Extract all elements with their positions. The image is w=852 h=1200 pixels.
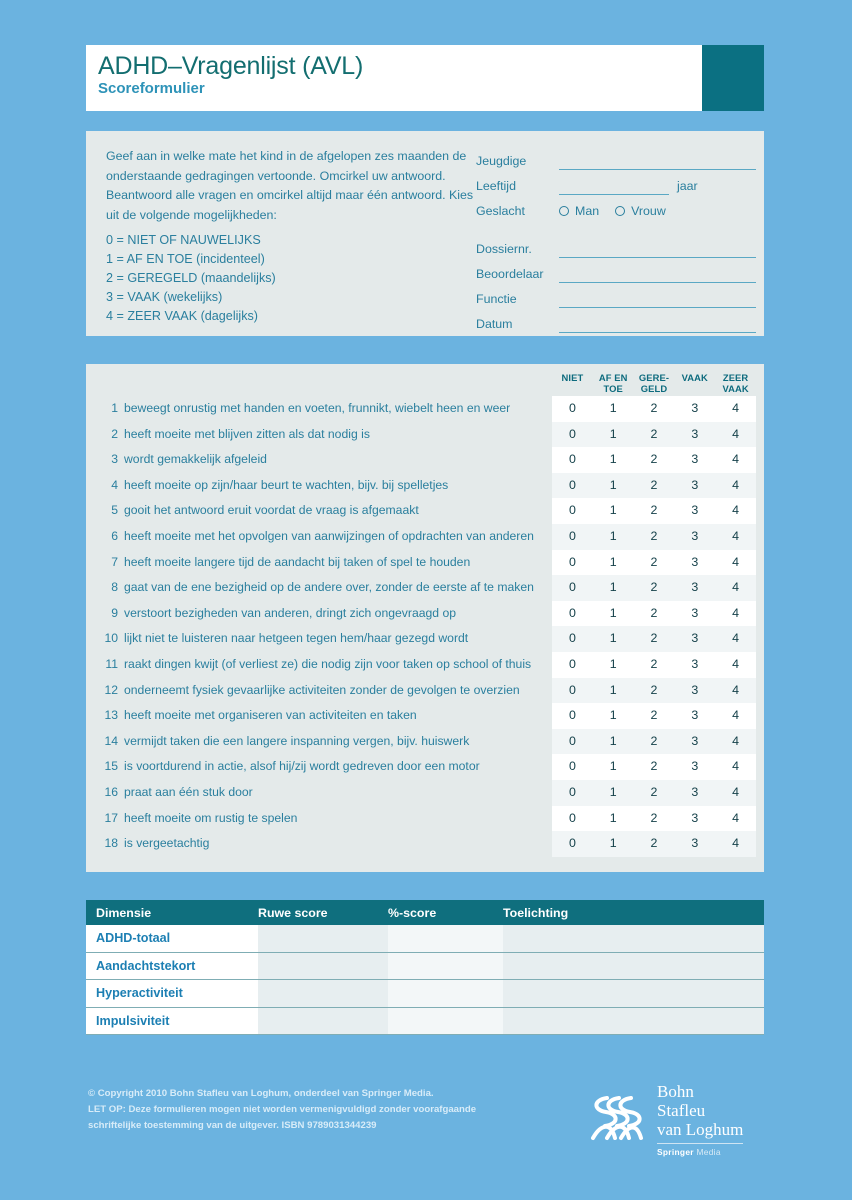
score-table-row xyxy=(86,1008,764,1036)
item-response-options xyxy=(552,478,756,492)
score-ruwe-cell[interactable] xyxy=(258,953,388,980)
item-number: 4 xyxy=(111,477,118,492)
response-option-1[interactable]: 1 xyxy=(609,580,617,595)
response-option-1[interactable]: 1 xyxy=(609,631,617,646)
score-toelichting-cell[interactable] xyxy=(503,1008,764,1035)
item-row xyxy=(86,831,764,857)
item-number: 11 xyxy=(105,657,118,671)
field-dossiernr-input[interactable] xyxy=(559,242,756,258)
response-option-3[interactable]: 3 xyxy=(691,785,699,799)
item-text: beweegt onrustig met handen en voeten, frunnikt, wiebelt heen en weer xyxy=(124,401,511,415)
field-leeftijd-unit: jaar xyxy=(677,179,698,193)
response-option-0[interactable]: 0 xyxy=(568,605,576,620)
response-option-2[interactable]: 2 xyxy=(650,657,658,671)
response-option-0[interactable]: 0 xyxy=(568,733,576,748)
response-option-1[interactable]: 1 xyxy=(609,810,617,825)
response-option-0[interactable]: 0 xyxy=(568,631,576,646)
score-dimension-label: Hyperactiviteit xyxy=(86,980,258,1007)
response-option-0[interactable]: 0 xyxy=(568,580,576,595)
score-toelichting-cell[interactable] xyxy=(503,925,764,952)
field-jeugdige-label: Jeugdige xyxy=(476,154,527,168)
item-row xyxy=(86,626,764,652)
score-percent-cell[interactable] xyxy=(388,980,503,1007)
response-option-2[interactable]: 2 xyxy=(650,631,658,646)
response-option-2[interactable]: 2 xyxy=(650,759,658,774)
page-title: ADHD–Vragenlijst (AVL) xyxy=(98,52,364,80)
response-option-0[interactable]: 0 xyxy=(568,529,576,543)
score-percent-cell[interactable] xyxy=(388,925,503,952)
response-option-4[interactable]: 4 xyxy=(732,529,740,543)
item-number: 9 xyxy=(111,605,118,620)
column-header-zeer-vaak: ZEER VAAK xyxy=(722,372,749,394)
item-response-options xyxy=(552,785,756,799)
score-ruwe-cell[interactable] xyxy=(258,925,388,952)
publisher-wordmark xyxy=(647,1082,743,1157)
field-functie-input[interactable] xyxy=(559,292,756,308)
response-option-2[interactable]: 2 xyxy=(650,401,658,415)
score-table-row xyxy=(86,980,764,1008)
item-row xyxy=(86,498,764,524)
response-option-4[interactable]: 4 xyxy=(732,426,740,441)
score-dimension-label: ADHD-totaal xyxy=(86,925,258,952)
item-number: 17 xyxy=(104,810,118,825)
copyright-notice xyxy=(88,1086,508,1134)
item-number: 6 xyxy=(111,529,118,543)
item-response-options xyxy=(552,401,756,415)
item-text: heeft moeite langere tijd de aandacht bij taken of spel te houden xyxy=(124,554,471,569)
response-option-0[interactable]: 0 xyxy=(568,785,576,799)
response-option-3[interactable]: 3 xyxy=(691,682,699,697)
response-option-3[interactable]: 3 xyxy=(691,452,699,467)
score-ruwe-cell[interactable] xyxy=(258,1008,388,1035)
item-number: 1 xyxy=(111,401,118,415)
response-option-3[interactable]: 3 xyxy=(691,657,699,671)
field-datum-label: Datum xyxy=(476,317,513,331)
item-row xyxy=(86,575,764,601)
response-option-2[interactable]: 2 xyxy=(650,529,658,543)
score-header-toelichting: Toelichting xyxy=(503,905,569,920)
response-option-1[interactable]: 1 xyxy=(609,785,617,799)
item-row xyxy=(86,678,764,704)
response-option-3[interactable]: 3 xyxy=(691,836,699,851)
header-accent-block xyxy=(702,45,764,111)
column-header-vaak: VAAK xyxy=(681,372,708,383)
scale-option-2: 2 = GEREGELD (maandelijks) xyxy=(106,271,276,285)
response-option-3[interactable]: 3 xyxy=(691,401,699,415)
response-option-0[interactable]: 0 xyxy=(568,426,576,441)
response-option-3[interactable]: 3 xyxy=(691,529,699,543)
item-number: 3 xyxy=(111,452,118,467)
score-header-dimensie: Dimensie xyxy=(96,905,152,920)
field-leeftijd xyxy=(476,170,756,195)
item-response-options xyxy=(552,811,756,825)
radio-option-man[interactable] xyxy=(559,204,599,218)
item-row xyxy=(86,473,764,499)
radio-option-vrouw[interactable] xyxy=(615,204,666,218)
item-response-options xyxy=(552,657,756,671)
logo-divider xyxy=(657,1143,743,1144)
response-option-2[interactable]: 2 xyxy=(650,452,658,467)
item-response-options xyxy=(552,452,756,466)
response-option-2[interactable]: 2 xyxy=(650,554,658,569)
response-option-1[interactable]: 1 xyxy=(609,657,617,671)
response-option-1[interactable]: 1 xyxy=(609,759,617,774)
response-option-3[interactable]: 3 xyxy=(691,580,699,595)
item-text: verstoort bezigheden van anderen, dringt zich ongevraagd op xyxy=(124,605,456,620)
item-row xyxy=(86,422,764,448)
header-title-box xyxy=(86,45,702,111)
page-subtitle: Scoreformulier xyxy=(98,80,205,97)
item-number: 13 xyxy=(104,708,118,723)
score-summary-table xyxy=(86,900,764,1035)
item-text: gooit het antwoord eruit voordat de vraag is afgemaakt xyxy=(124,503,419,518)
item-text: is vergeetachtig xyxy=(124,836,210,851)
score-toelichting-cell[interactable] xyxy=(503,953,764,980)
scale-option-4: 4 = ZEER VAAK (dagelijks) xyxy=(106,309,258,323)
item-number: 12 xyxy=(104,682,118,697)
response-option-1[interactable]: 1 xyxy=(609,554,617,569)
response-option-3[interactable]: 3 xyxy=(691,503,699,518)
response-option-0[interactable]: 0 xyxy=(568,503,576,518)
item-row xyxy=(86,703,764,729)
response-option-2[interactable]: 2 xyxy=(650,605,658,620)
response-option-3[interactable]: 3 xyxy=(691,477,699,492)
item-number: 5 xyxy=(111,503,118,518)
response-option-4[interactable]: 4 xyxy=(732,477,740,492)
item-response-options xyxy=(552,631,756,645)
response-option-2[interactable]: 2 xyxy=(650,426,658,441)
score-table-body xyxy=(86,925,764,1035)
item-response-options xyxy=(552,427,756,441)
field-leeftijd-input[interactable] xyxy=(559,179,669,195)
field-dossiernr xyxy=(476,233,756,258)
item-response-options xyxy=(552,836,756,850)
response-option-1[interactable]: 1 xyxy=(609,401,617,415)
response-option-0[interactable]: 0 xyxy=(568,452,576,467)
response-option-2[interactable]: 2 xyxy=(650,733,658,748)
copyright-line-1: © Copyright 2010 Bohn Stafleu van Loghum, onderdeel van Springer Media. xyxy=(88,1088,434,1099)
instructions-panel xyxy=(86,131,764,336)
response-option-1[interactable]: 1 xyxy=(609,452,617,467)
response-option-1[interactable]: 1 xyxy=(609,503,617,518)
response-option-0[interactable]: 0 xyxy=(568,836,576,851)
radio-option-vrouw-label: Vrouw xyxy=(631,204,666,218)
item-text: vermijdt taken die een langere inspanning vergen, bijv. huiswerk xyxy=(124,733,470,748)
field-datum xyxy=(476,308,756,333)
response-option-4[interactable]: 4 xyxy=(732,452,740,467)
item-text: is voortdurend in actie, alsof hij/zij wordt gedreven door een motor xyxy=(124,759,480,774)
column-header-geregeld: GERE- GELD xyxy=(638,372,670,394)
item-row xyxy=(86,729,764,755)
item-response-options xyxy=(552,734,756,748)
field-geslacht xyxy=(476,195,756,220)
response-option-1[interactable]: 1 xyxy=(609,477,617,492)
item-row xyxy=(86,652,764,678)
response-option-1[interactable]: 1 xyxy=(609,836,617,851)
response-option-2[interactable]: 2 xyxy=(650,708,658,723)
response-option-4[interactable]: 4 xyxy=(732,401,740,415)
radio-circle-icon xyxy=(615,206,625,216)
response-option-4[interactable]: 4 xyxy=(732,580,740,595)
springer-bold-word: Springer xyxy=(657,1147,694,1157)
item-text: onderneemt fysiek gevaarlijke activiteiten zonder de gevolgen te overzien xyxy=(124,682,520,697)
radio-option-man-label: Man xyxy=(575,204,600,218)
score-toelichting-cell[interactable] xyxy=(503,980,764,1007)
logo-line-van-loghum: van Loghum xyxy=(657,1120,744,1139)
response-option-4[interactable]: 4 xyxy=(732,810,740,825)
score-table-row xyxy=(86,953,764,981)
response-option-0[interactable]: 0 xyxy=(568,401,576,415)
response-option-4[interactable]: 4 xyxy=(732,554,740,569)
response-option-4[interactable]: 4 xyxy=(732,503,740,518)
springer-media-tagline xyxy=(657,1147,743,1157)
items-column-headers xyxy=(552,372,756,394)
score-dimension-label: Aandachtstekort xyxy=(86,953,258,980)
response-option-0[interactable]: 0 xyxy=(568,682,576,697)
wave-ribbon-icon xyxy=(585,1082,647,1155)
response-option-1[interactable]: 1 xyxy=(609,733,617,748)
score-percent-cell[interactable] xyxy=(388,953,503,980)
rating-scale-legend xyxy=(106,231,276,326)
item-number: 16 xyxy=(104,785,118,799)
response-option-0[interactable]: 0 xyxy=(568,708,576,723)
logo-line-bohn: Bohn xyxy=(657,1082,694,1101)
response-option-2[interactable]: 2 xyxy=(650,580,658,595)
item-row xyxy=(86,806,764,832)
item-text: lijkt niet te luisteren naar hetgeen tegen hem/haar gezegd wordt xyxy=(124,631,469,646)
item-response-options xyxy=(552,529,756,543)
response-option-0[interactable]: 0 xyxy=(568,657,576,671)
field-jeugdige xyxy=(476,145,756,170)
response-option-4[interactable]: 4 xyxy=(732,708,740,723)
field-beoordelaar xyxy=(476,258,756,283)
item-response-options xyxy=(552,683,756,697)
response-option-2[interactable]: 2 xyxy=(650,810,658,825)
item-row xyxy=(86,447,764,473)
field-jeugdige-input[interactable] xyxy=(559,154,756,170)
response-option-2[interactable]: 2 xyxy=(650,477,658,492)
score-table-header-row xyxy=(86,900,764,925)
item-number: 14 xyxy=(104,733,118,748)
response-option-3[interactable]: 3 xyxy=(691,733,699,748)
field-dossiernr-label: Dossiernr. xyxy=(476,242,532,256)
questionnaire-items-panel xyxy=(86,364,764,872)
response-option-4[interactable]: 4 xyxy=(732,733,740,748)
geslacht-radio-group xyxy=(559,204,682,220)
response-option-2[interactable]: 2 xyxy=(650,682,658,697)
response-option-2[interactable]: 2 xyxy=(650,836,658,851)
response-option-3[interactable]: 3 xyxy=(691,554,699,569)
item-number: 8 xyxy=(111,580,118,595)
response-option-1[interactable]: 1 xyxy=(609,426,617,441)
item-number: 2 xyxy=(111,426,118,441)
score-header-percent-score: %-score xyxy=(388,905,437,920)
response-option-3[interactable]: 3 xyxy=(691,810,699,825)
item-response-options xyxy=(552,580,756,594)
response-option-1[interactable]: 1 xyxy=(609,682,617,697)
item-row xyxy=(86,524,764,550)
field-functie-label: Functie xyxy=(476,292,517,306)
item-text: heeft moeite om rustig te spelen xyxy=(124,810,298,825)
score-header-ruwe-score: Ruwe score xyxy=(258,905,328,920)
media-light-word: Media xyxy=(696,1147,721,1157)
response-option-3[interactable]: 3 xyxy=(691,631,699,646)
item-response-options xyxy=(552,555,756,569)
column-header-af-en-toe: AF EN TOE xyxy=(598,372,628,394)
item-response-options xyxy=(552,503,756,517)
item-number: 18 xyxy=(104,836,118,851)
scale-option-3: 3 = VAAK (wekelijks) xyxy=(106,290,223,304)
score-table-row xyxy=(86,925,764,953)
item-row xyxy=(86,550,764,576)
scale-option-1: 1 = AF EN TOE (incidenteel) xyxy=(106,252,265,266)
instructions-paragraph: Geef aan in welke mate het kind in de afgelopen zes maanden de onderstaande gedragingen vertoonde. Omcirkel uw antwoord. Beantwoord alle vragen en omcirkel altijd maar één antwoord. Kies uit de volgende mogelijkheden: xyxy=(106,149,474,222)
response-option-1[interactable]: 1 xyxy=(609,529,617,543)
item-text: praat aan één stuk door xyxy=(124,785,253,799)
response-option-3[interactable]: 3 xyxy=(691,759,699,774)
item-text: raakt dingen kwijt (of verliest ze) die nodig zijn voor taken op school of thuis xyxy=(124,657,532,671)
response-option-3[interactable]: 3 xyxy=(691,708,699,723)
item-row xyxy=(86,754,764,780)
response-option-0[interactable]: 0 xyxy=(568,759,576,774)
score-percent-cell[interactable] xyxy=(388,1008,503,1035)
copyright-line-2: LET OP: Deze formulieren mogen niet worden vermenigvuldigd zonder voorafgaande xyxy=(88,1104,477,1115)
response-option-3[interactable]: 3 xyxy=(691,605,699,620)
radio-circle-icon xyxy=(559,206,569,216)
item-text: wordt gemakkelijk afgeleid xyxy=(124,452,267,467)
publisher-logo xyxy=(585,1082,770,1157)
response-option-0[interactable]: 0 xyxy=(568,554,576,569)
item-response-options xyxy=(552,708,756,722)
response-option-4[interactable]: 4 xyxy=(732,785,740,799)
response-option-4[interactable]: 4 xyxy=(732,759,740,774)
field-geslacht-label: Geslacht xyxy=(476,204,525,218)
field-leeftijd-label: Leeftijd xyxy=(476,179,516,193)
item-text: gaat van de ene bezigheid op de andere over, zonder de eerste af te maken xyxy=(124,580,534,595)
response-option-4[interactable]: 4 xyxy=(732,836,740,851)
item-row xyxy=(86,780,764,806)
item-text: heeft moeite op zijn/haar beurt te wachten, bijv. bij spelletjes xyxy=(124,477,449,492)
response-option-4[interactable]: 4 xyxy=(732,631,740,646)
logo-line-stafleu: Stafleu xyxy=(657,1101,706,1120)
response-option-4[interactable]: 4 xyxy=(732,605,740,620)
column-header-niet: NIET xyxy=(561,372,584,383)
response-option-1[interactable]: 1 xyxy=(609,708,617,723)
item-number: 7 xyxy=(111,554,118,569)
response-option-2[interactable]: 2 xyxy=(650,503,658,518)
item-text: heeft moeite met blijven zitten als dat nodig is xyxy=(124,426,370,441)
respondent-fields xyxy=(476,145,756,333)
score-ruwe-cell[interactable] xyxy=(258,980,388,1007)
field-datum-input[interactable] xyxy=(559,317,756,333)
item-number: 15 xyxy=(104,759,118,774)
item-number: 10 xyxy=(104,631,118,646)
response-option-1[interactable]: 1 xyxy=(609,605,617,620)
page-header xyxy=(86,45,764,111)
item-row xyxy=(86,601,764,627)
response-option-2[interactable]: 2 xyxy=(650,785,658,799)
item-response-options xyxy=(552,606,756,620)
score-dimension-label: Impulsiviteit xyxy=(86,1008,258,1035)
copyright-line-3: schriftelijke toestemming van de uitgever. ISBN 9789031344239 xyxy=(88,1120,377,1131)
response-option-3[interactable]: 3 xyxy=(691,426,699,441)
item-text: heeft moeite met het opvolgen van aanwijzingen of opdrachten van anderen xyxy=(124,529,534,543)
item-response-options xyxy=(552,759,756,773)
response-option-4[interactable]: 4 xyxy=(732,682,740,697)
field-functie xyxy=(476,283,756,308)
field-beoordelaar-input[interactable] xyxy=(559,267,756,283)
response-option-0[interactable]: 0 xyxy=(568,477,576,492)
field-beoordelaar-label: Beoordelaar xyxy=(476,267,544,281)
response-option-0[interactable]: 0 xyxy=(568,810,576,825)
item-row xyxy=(86,396,764,422)
scale-option-0: 0 = NIET OF NAUWELIJKS xyxy=(106,233,261,247)
response-option-4[interactable]: 4 xyxy=(732,657,740,671)
item-text: heeft moeite met organiseren van activiteiten en taken xyxy=(124,708,417,723)
